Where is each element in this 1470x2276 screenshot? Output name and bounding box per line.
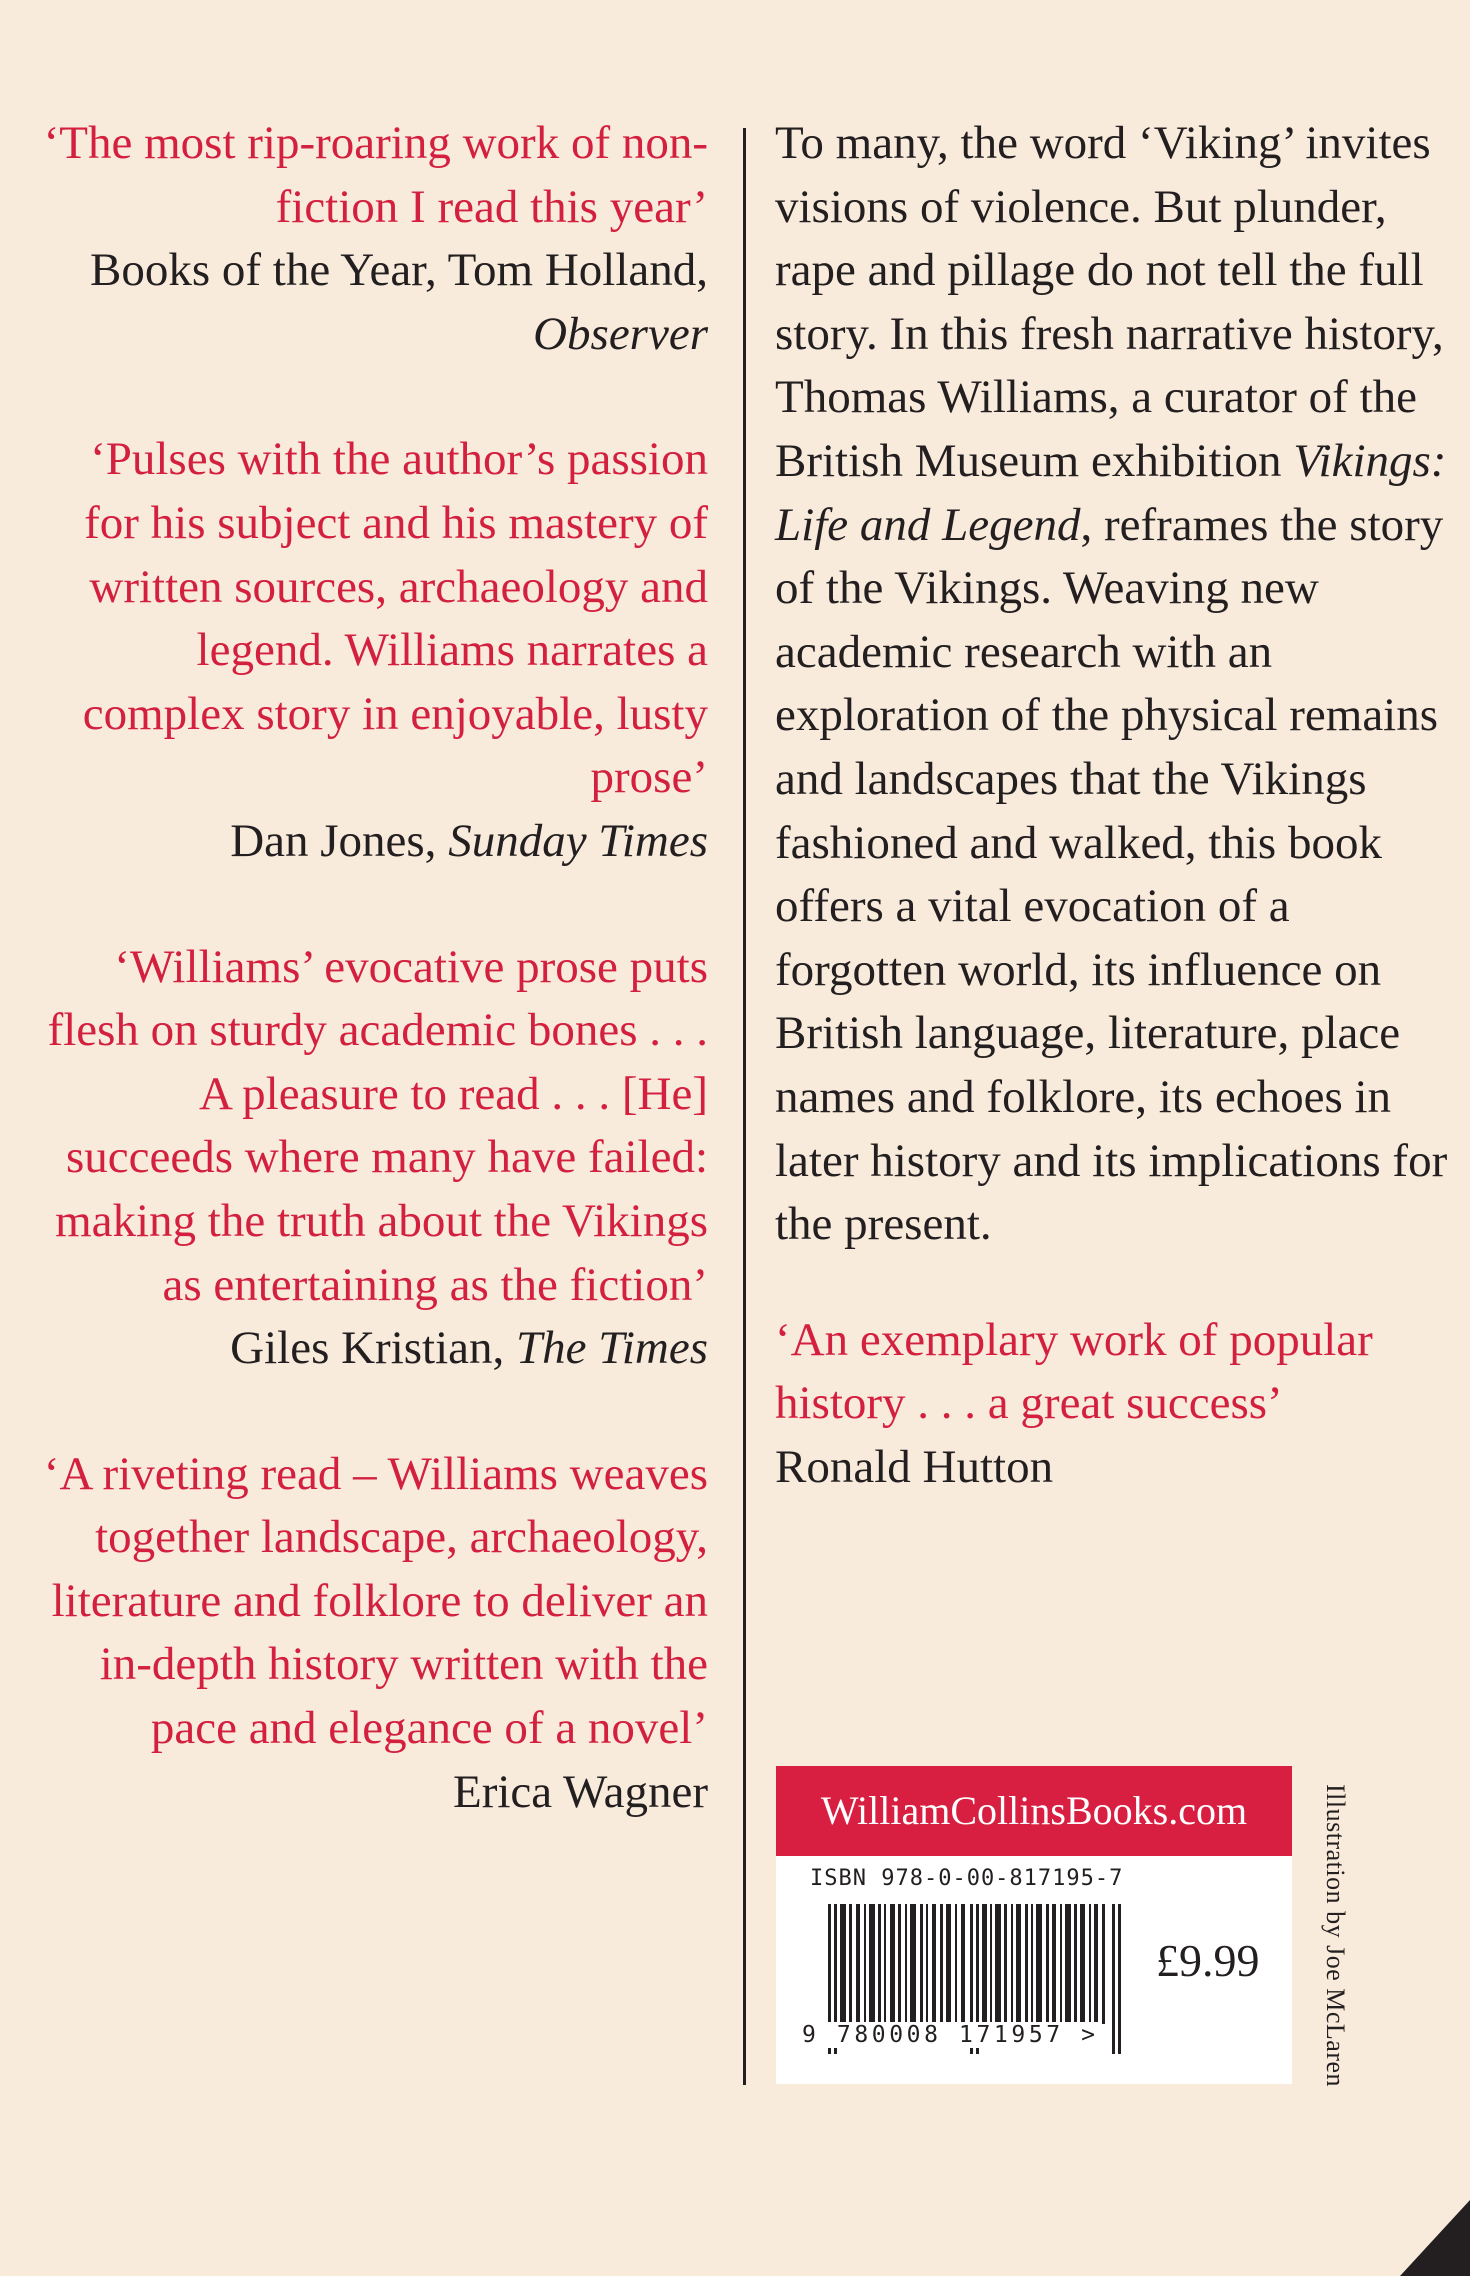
barcode-digits: 9 780008 171957 > bbox=[802, 2022, 1099, 2048]
review-quote: ‘Williams’ evocative prose puts flesh on sturdy academic bones . . . A pleasure to read . . . [He] succeeds where many have failed: making the truth about the Vikings as entertaining as the fiction’ bbox=[47, 940, 708, 1311]
review-quote: ‘A riveting read – Williams weaves together landscape, archaeology, literature and folklore to deliver an in-depth history written with the pace and elegance of a novel’ bbox=[43, 1447, 708, 1755]
review-attribution: Erica Wagner bbox=[452, 1765, 708, 1818]
barcode-sticker bbox=[776, 1766, 1292, 2084]
review-quote: ‘An exemplary work of popular history . . . a great success’ bbox=[775, 1313, 1373, 1430]
reviews-column bbox=[40, 112, 708, 1886]
corner-shape-icon bbox=[1400, 2200, 1470, 2276]
review-attribution: Dan Jones, Sunday Times bbox=[230, 814, 708, 867]
price-label: £9.99 bbox=[1156, 1935, 1260, 1986]
isbn-text: ISBN 978-0-00-817195-7 bbox=[810, 1866, 1124, 1891]
publisher-website: WilliamCollinsBooks.com bbox=[776, 1766, 1292, 1856]
review-quote: ‘Pulses with the author’s passion for his subject and his mastery of written sources, archaeology and legend. Williams narrates a complex story in enjoyable, lusty prose’ bbox=[82, 433, 708, 804]
review-sunday-times bbox=[40, 428, 708, 873]
book-blurb: To many, the word ‘Viking’ invites visions of violence. But plunder, rape and pillage do not tell the full story. In this fresh narrative history, Thomas Williams, a curator of the British Museum exhibition Vikings: Life and Legend, reframes the story of the Vikings. Weaving new academic research with an exploration of the physical remains and landscapes that the Vikings fashioned and walked, this book offers a vital evocation of a forgotten world, its influence on British language, literature, place names and folklore, its echoes in later history and its implications for the present. bbox=[775, 117, 1448, 1251]
illustration-credit: Illustration by Joe McLaren bbox=[1321, 1784, 1350, 2088]
publication-name: The Times bbox=[516, 1322, 708, 1375]
column-divider bbox=[743, 128, 746, 2085]
review-attribution: Books of the Year, Tom Holland, Observer bbox=[90, 244, 708, 360]
review-attribution: Giles Kristian, The Times bbox=[230, 1322, 708, 1375]
review-erica-wagner bbox=[40, 1443, 708, 1825]
review-quote: ‘The most rip-roaring work of non-fiction I read this year’ bbox=[43, 117, 708, 233]
review-attribution: Ronald Hutton bbox=[775, 1440, 1054, 1493]
description-column bbox=[775, 112, 1455, 1499]
publication-name: Sunday Times bbox=[448, 814, 708, 867]
review-ronald-hutton bbox=[775, 1309, 1455, 1500]
review-observer bbox=[40, 112, 708, 366]
publication-name: Observer bbox=[533, 307, 708, 360]
review-the-times bbox=[40, 936, 708, 1381]
exhibition-title: Vikings: Life and Legend bbox=[775, 434, 1447, 551]
